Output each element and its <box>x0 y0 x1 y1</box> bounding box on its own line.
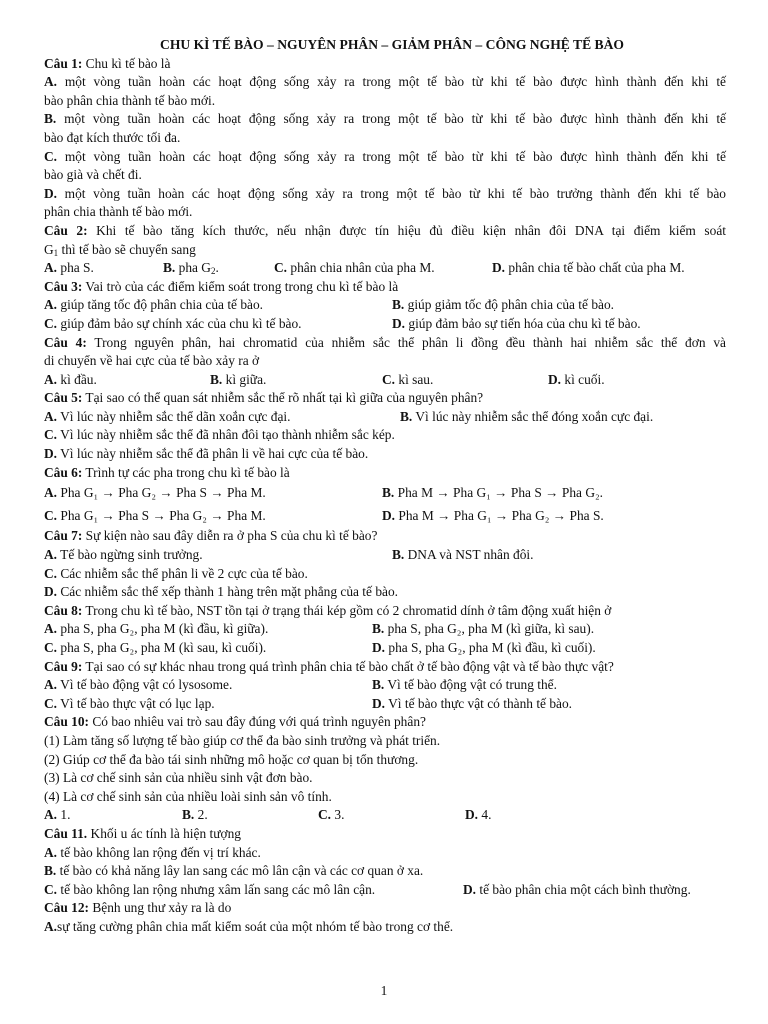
question-6-option-c: C. Pha G₁ → Pha S → Pha G₂ → Pha M. <box>44 507 266 523</box>
question-12-option-a: A.sự tăng cường phân chia mất kiểm soát của một nhóm tế bào trong cơ thể. <box>44 918 454 934</box>
question-4-options <box>44 371 726 390</box>
question-9-option-d: D. Vì tế bào thực vật có thành tế bào. <box>372 695 573 711</box>
question-1-option-b: B. một vòng tuần hoàn các hoạt động sống xảy ra trong một tế bào từ khi tế bào được hình thành đến khi tế <box>44 111 726 127</box>
page-title: CHU KÌ TẾ BÀO – NGUYÊN PHÂN – GIẢM PHÂN – CÔNG NGHỆ TẾ BÀO <box>160 37 624 52</box>
question-7-option-b: B. DNA và NST nhân đôi. <box>392 547 534 563</box>
question-11-option-c: C. tế bào không lan rộng nhưng xâm lấn sang các mô lân cận. <box>44 881 376 897</box>
question-8-option-c: C. pha S, pha G₂, pha M (kì sau, kì cuối). <box>44 640 267 655</box>
question-2-options <box>44 259 726 278</box>
question-2-stem: Câu 2: Khi tế bào tăng kích thước, nếu nhận được tín hiệu đủ điều kiện nhân đôi DNA tại điểm kiểm soát <box>44 222 726 238</box>
question-6-option-b: B. Pha M → Pha G₁ → Pha S → Pha G₂. <box>382 485 603 501</box>
question-8-stem: Câu 8: Trong chu kì tế bào, NST tồn tại ở trạng thái kép gồm có 2 chromatid dính ở tâm động xuất hiện ở <box>44 602 612 618</box>
question-10-options <box>44 806 726 825</box>
question-9-option-b: B. Vì tế bào động vật có trung thể. <box>372 677 557 693</box>
question-8-option-a: A. pha S, pha G₂, pha M (kì đầu, kì giữa). <box>44 621 269 637</box>
question-10-option-b: B. 2. <box>182 807 208 823</box>
question-4-option-a: A. kì đầu. <box>44 371 97 387</box>
question-6-option-a: A. Pha G₁ → Pha G₂ → Pha S → Pha M. <box>44 485 266 501</box>
question-6-option-d: D. Pha M → Pha G₁ → Pha G₂ → Pha S. <box>382 507 604 523</box>
question-10-statement-3: (3) Là cơ chế sinh sản của nhiều sinh vật đơn bào. <box>44 770 313 786</box>
question-11-stem: Câu 11. Khối u ác tính là hiện tượng <box>44 825 241 841</box>
question-3-stem: Câu 3: Vai trò của các điểm kiểm soát trong trong chu kì tế bào là <box>44 278 399 294</box>
document-page: CHU KÌ TẾ BÀO – NGUYÊN PHÂN – GIẢM PHÂN – CÔNG NGHỆ TẾ BÀO Câu 1: Chu kì tế bào là A. một vòng tuần hoàn các hoạt động sống xảy ra trong một tế bào từ khi tế bào được hình thành đến khi tế bào phân chia thành tế bào mới. B. một vòng tuần hoàn các hoạt động sống xảy ra trong một tế bào từ khi tế bào được hình thành đến khi tế bào đạt kích thước tối đa. C. một vòng tuần hoàn các hoạt động sống xảy ra trong một tế bào từ khi tế bào được hình thành đến khi tế bào già và chết đi. D. một vòng tuần hoàn các hoạt động sống xảy ra trong một tế bào từ khi tế bào trưởng thành đến khi tế bào phân chia thành tế bào mới. Câu 2: Khi tế bào tăng kích thước, nếu nhận được tín hiệu đủ điều kiện nhân đôi DNA tại điểm kiểm soát $G_1$ thì tế bào sẽ chuyển sang A. pha S. B. pha $G_2$. C. phân chia nhân của pha M. D. phân chia tế bào chất của pha M. Câu 3: Vai trò của các điểm kiểm soát trong trong chu kì tế bào là A. giúp tăng tốc độ phân chia của tế bào. B. giúp giảm tốc độ phân chia của tế bào. C. giúp đảm bảo sự chính xác của chu kì tế bào. D. giúp đảm bảo sự tiến hóa của chu kì tế bào. Câu 4: Trong nguyên phân, hai chromatid của nhiễm sắc thể phân li đồng đều thành hai nhiễm sắc thể đơn và di chuyển về hai cực của tế bào xảy ra ở A. kì đầu. B. kì giữa. C. kì sau. D. kì cuối. Câu 5: Tại sao có thể quan sát nhiễm sắc thể rõ nhất tại kì giữa của nguyên phân? A. Vì lúc này nhiễm sắc thể dãn xoắn cực đại. B. Vì lúc này nhiễm sắc thể đóng xoắn cực đại. C. Vì lúc này nhiễm sắc thể đã nhân đôi tạo thành nhiễm sắc kép. D. Vì lúc này nhiễm sắc thể đã phân li về hai cực của tế bào. Câu 6: Trình tự các pha trong chu kì tế bào là A. Pha G₁ → Pha G₂ → Pha S → Pha M. B. Pha M → Pha G₁ → Pha S → Pha G₂. C. Pha G₁ → Pha S → Pha G₂ → Pha M. D. Pha M → Pha G₁ → Pha G₂ → Pha S. Câu 7: Sự kiện nào sau đây diễn ra ở pha S của chu kì tế bào? A. Tế bào ngừng sinh trưởng. B. DNA và NST nhân đôi. C. Các nhiễm sắc thể phân li về 2 cực của tế bào. D. Các nhiễm sắc thể xếp thành 1 hàng trên mặt phẳng của tế bào. Câu 8: Trong chu kì tế bào, NST tồn tại ở trạng thái kép gồm có 2 chromatid dính ở tâm động xuất hiện ở A. pha S, pha G₂, pha M (kì đầu, kì giữa). B. pha S, pha G₂, pha M (kì giữa, kì sau). C. pha S, pha G₂, pha M (kì sau, kì cuối). D. pha S, pha G₂, pha M (kì đầu, kì cuối). Câu 9: Tại sao có sự khác nhau trong quá trình phân chia tế bào chất ở tế bào động vật và tế bào thực vật? A. Vì tế bào động vật có lysosome. B. Vì tế bào động vật có trung thể. C. Vì tế bào thực vật có lục lạp. D. Vì tế bào thực vật có thành tế bào. Câu 10: Có bao nhiêu vai trò sau đây đúng với quá trình nguyên phân? (1) Làm tăng số lượng tế bào giúp cơ thể đa bào sinh trưởng và phát triển. (2) Giúp cơ thể đa bào tái sinh những mô hoặc cơ quan bị tổn thương. (3) Là cơ chế sinh sản của nhiều sinh vật đơn bào. (4) Là cơ chế sinh sản của nhiều loài sinh sản vô tính. A. 1. B. 2. C. 3. D. 4. Câu 11. Khối u ác tính là hiện tượng A. tế bào không lan rộng đến vị trí khác. B. tế bào có khả năng lây lan sang các mô lân cận và các cơ quan ở xa. C. tế bào không lan rộng nhưng xâm lấn sang các mô lân cận. D. tế bào phân chia một cách bình thường. Câu 12: Bệnh ung thư xảy ra là do A.sự tăng cường phân chia mất kiểm soát của một nhóm tế bào trong cơ thể. <box>44 36 726 937</box>
question-10-option-c: C. 3. <box>318 807 345 823</box>
question-2-option-a: A. pha S. <box>44 260 94 276</box>
question-10-option-d: D. 4. <box>465 807 492 823</box>
question-10-option-a: A. 1. <box>44 807 71 823</box>
question-2-option-b: B. pha $G_2$. <box>163 260 219 277</box>
question-5-stem: Câu 5: Tại sao có thể quan sát nhiễm sắc thể rõ nhất tại kì giữa của nguyên phân? <box>44 390 484 406</box>
question-5-option-a: A. Vì lúc này nhiễm sắc thể dãn xoắn cực đại. <box>44 408 291 424</box>
question-3-option-c: C. giúp đảm bảo sự chính xác của chu kì tế bào. <box>44 315 302 331</box>
question-8-option-b: B. pha S, pha G₂, pha M (kì giữa, kì sau). <box>372 621 595 637</box>
question-11-option-a: A. tế bào không lan rộng đến vị trí khác. <box>44 844 261 860</box>
question-7-option-d: D. Các nhiễm sắc thể xếp thành 1 hàng trên mặt phẳng của tế bào. <box>44 584 399 600</box>
question-9-option-c: C. Vì tế bào thực vật có lục lạp. <box>44 695 215 711</box>
question-4-option-d: D. kì cuối. <box>548 371 605 387</box>
question-5-option-d: D. Vì lúc này nhiễm sắc thể đã phân li về hai cực của tế bào. <box>44 446 369 462</box>
page-number: 1 <box>380 983 388 998</box>
question-4-option-c: C. kì sau. <box>382 371 434 387</box>
question-3-option-d: D. giúp đảm bảo sự tiến hóa của chu kì tế bào. <box>392 315 641 331</box>
question-3-option-a: A. giúp tăng tốc độ phân chia của tế bào. <box>44 297 264 313</box>
question-6-stem: Câu 6: Trình tự các pha trong chu kì tế bào là <box>44 464 290 480</box>
question-7-stem: Câu 7: Sự kiện nào sau đây diễn ra ở pha S của chu kì tế bào? <box>44 528 378 544</box>
question-9-stem: Câu 9: Tại sao có sự khác nhau trong quá trình phân chia tế bào chất ở tế bào động vật và tế bào thực vật? <box>44 658 614 674</box>
question-1-option-a: A. một vòng tuần hoàn các hoạt động sống xảy ra trong một tế bào từ khi tế bào được hình thành đến khi tế <box>44 74 726 90</box>
question-9-option-a: A. Vì tế bào động vật có lysosome. <box>44 677 233 693</box>
question-10-statement-1: (1) Làm tăng số lượng tế bào giúp cơ thể đa bào sinh trưởng và phát triển. <box>44 732 441 748</box>
question-8-option-d: D. pha S, pha G₂, pha M (kì đầu, kì cuối). <box>372 640 596 655</box>
question-4-option-b: B. kì giữa. <box>210 371 267 387</box>
question-5-option-b: B. Vì lúc này nhiễm sắc thể đóng xoắn cực đại. <box>400 408 654 424</box>
question-5-option-c: C. Vì lúc này nhiễm sắc thể đã nhân đôi tạo thành nhiễm sắc kép. <box>44 427 395 443</box>
question-1-option-d: D. một vòng tuần hoàn các hoạt động sống xảy ra trong một tế bào từ khi tế bào trưởng thành đến khi tế bào <box>44 185 726 201</box>
question-7-option-a: A. Tế bào ngừng sinh trưởng. <box>44 547 203 563</box>
question-3-option-b: B. giúp giảm tốc độ phân chia của tế bào. <box>392 297 615 313</box>
question-10-statement-2: (2) Giúp cơ thể đa bào tái sinh những mô hoặc cơ quan bị tổn thương. <box>44 751 419 767</box>
question-2-option-d: D. phân chia tế bào chất của pha M. <box>492 260 685 276</box>
question-11-option-b: B. tế bào có khả năng lây lan sang các mô lân cận và các cơ quan ở xa. <box>44 863 424 879</box>
question-4-stem: Câu 4: Trong nguyên phân, hai chromatid của nhiễm sắc thể phân li đồng đều thành hai nhiễm sắc thể đơn và <box>44 334 726 350</box>
question-11-option-d: D. tế bào phân chia một cách bình thường. <box>463 881 691 897</box>
question-2-option-c: C. phân chia nhân của pha M. <box>274 260 435 276</box>
question-12-stem: Câu 12: Bệnh ung thư xảy ra là do <box>44 900 232 916</box>
question-1-stem: Câu 1: Chu kì tế bào là <box>44 55 171 71</box>
question-10-statement-4: (4) Là cơ chế sinh sản của nhiều loài sinh sản vô tính. <box>44 788 332 804</box>
question-10-stem: Câu 10: Có bao nhiêu vai trò sau đây đúng với quá trình nguyên phân? <box>44 714 426 730</box>
question-1-option-c: C. một vòng tuần hoàn các hoạt động sống xảy ra trong một tế bào từ khi tế bào được hình thành đến khi tế <box>44 148 726 164</box>
question-7-option-c: C. Các nhiễm sắc thể phân li về 2 cực của tế bào. <box>44 565 308 581</box>
